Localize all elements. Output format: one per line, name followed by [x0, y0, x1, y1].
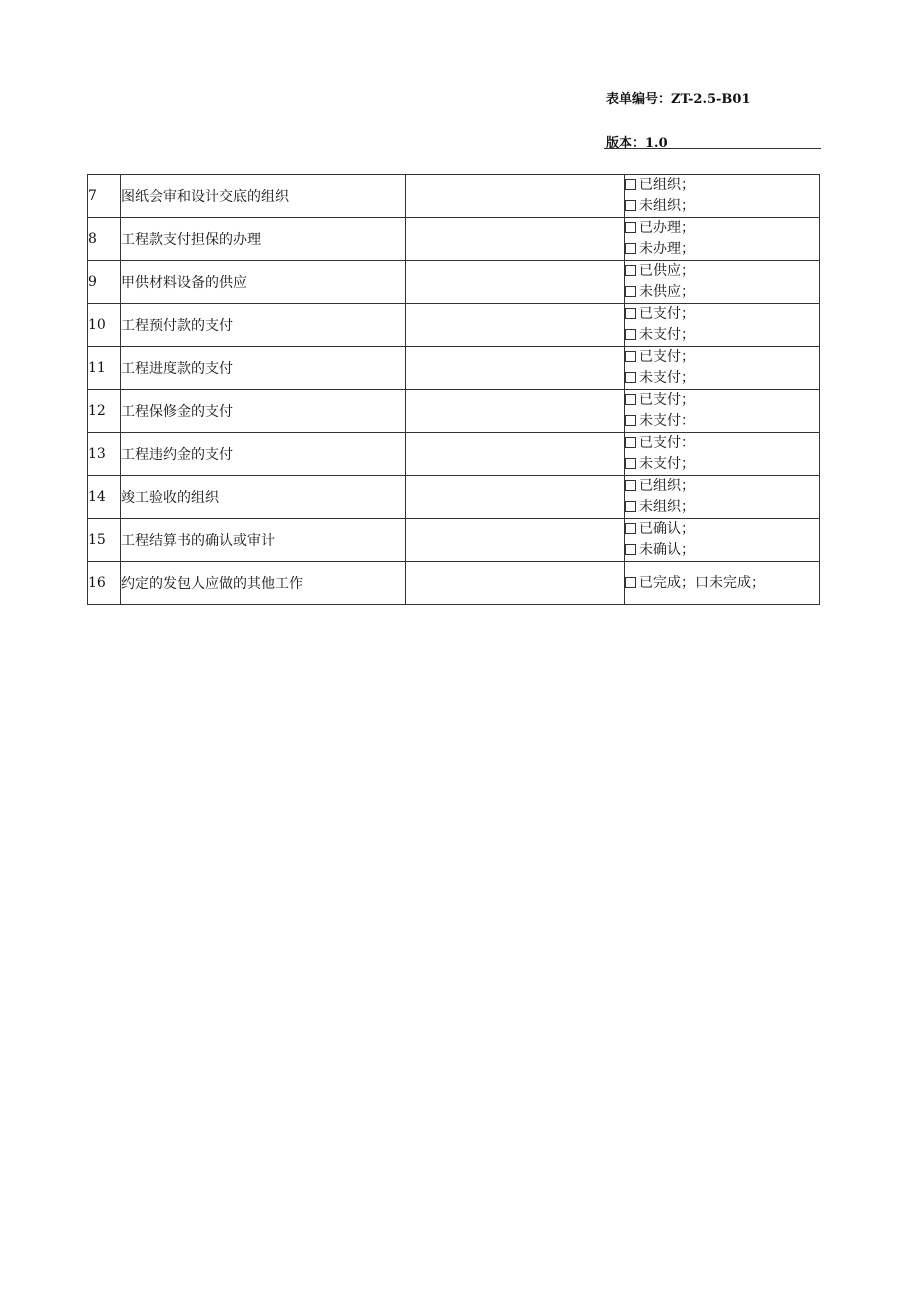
status-option — [625, 325, 819, 346]
status-option-label: 未办理； — [639, 241, 695, 257]
status-option-label: 未支付： — [639, 413, 695, 429]
row-number: 11 — [88, 347, 121, 390]
row-remark-cell — [406, 562, 625, 605]
row-description: 图纸会审和设计交底的组织 — [121, 175, 406, 218]
row-description: 工程进度款的支付 — [121, 347, 406, 390]
row-remark-cell — [406, 519, 625, 562]
status-option — [625, 239, 819, 260]
header-rule — [604, 148, 821, 149]
status-option-label: 未确认； — [639, 542, 695, 558]
row-remark-cell — [406, 476, 625, 519]
row-description: 约定的发包人应做的其他工作 — [121, 562, 406, 605]
checkbox-icon[interactable] — [625, 394, 636, 405]
status-option — [625, 196, 819, 217]
row-number: 10 — [88, 304, 121, 347]
status-option — [625, 454, 819, 475]
row-remark-cell — [406, 218, 625, 261]
row-status — [625, 433, 820, 476]
checkbox-icon[interactable] — [625, 458, 636, 469]
table-row — [88, 261, 820, 304]
checkbox-icon[interactable] — [625, 286, 636, 297]
row-remark-cell — [406, 433, 625, 476]
row-number: 7 — [88, 175, 121, 218]
table-row — [88, 476, 820, 519]
row-number: 8 — [88, 218, 121, 261]
checkbox-icon[interactable] — [625, 480, 636, 491]
status-option — [625, 347, 819, 368]
row-remark-cell — [406, 175, 625, 218]
checkbox-icon[interactable] — [625, 308, 636, 319]
row-status — [625, 390, 820, 433]
version-label: 版本：1.0 — [606, 136, 668, 151]
row-status — [625, 218, 820, 261]
status-option-label: 未供应； — [639, 284, 695, 300]
checkbox-icon[interactable] — [625, 329, 636, 340]
row-description: 甲供材料设备的供应 — [121, 261, 406, 304]
status-option-label: 已确认； — [639, 521, 695, 537]
checkbox-icon[interactable] — [625, 179, 636, 190]
row-number: 9 — [88, 261, 121, 304]
row-status — [625, 562, 820, 605]
checkbox-icon[interactable] — [625, 577, 636, 588]
row-number: 14 — [88, 476, 121, 519]
status-option — [625, 390, 819, 411]
status-option-label: 已支付； — [639, 306, 695, 322]
row-remark-cell — [406, 261, 625, 304]
table-row — [88, 390, 820, 433]
status-option — [625, 304, 819, 325]
table-row — [88, 562, 820, 605]
row-number: 13 — [88, 433, 121, 476]
table-row — [88, 347, 820, 390]
status-option — [625, 540, 819, 561]
table-row — [88, 433, 820, 476]
checkbox-icon[interactable] — [625, 351, 636, 362]
row-description: 竣工验收的组织 — [121, 476, 406, 519]
row-description: 工程结算书的确认或审计 — [121, 519, 406, 562]
table-row — [88, 519, 820, 562]
table-row — [88, 304, 820, 347]
checkbox-icon[interactable] — [625, 372, 636, 383]
row-remark-cell — [406, 347, 625, 390]
row-status — [625, 519, 820, 562]
status-option — [625, 261, 819, 282]
row-description: 工程预付款的支付 — [121, 304, 406, 347]
row-number: 12 — [88, 390, 121, 433]
status-option — [625, 218, 819, 239]
checkbox-icon[interactable] — [625, 200, 636, 211]
status-option-label: 未支付； — [639, 370, 695, 386]
status-option-label: 已组织； — [639, 177, 695, 193]
row-remark-cell — [406, 390, 625, 433]
table-row — [88, 218, 820, 261]
row-status — [625, 347, 820, 390]
status-option-label: 已供应； — [639, 263, 695, 279]
status-option-label: 未组织； — [639, 198, 695, 214]
row-number: 16 — [88, 562, 121, 605]
checkbox-icon[interactable] — [625, 437, 636, 448]
status-option — [625, 519, 819, 540]
form-code: 表单编号：ZT-2.5-B01 — [606, 92, 751, 107]
row-status — [625, 261, 820, 304]
status-option — [625, 411, 819, 432]
checkbox-icon[interactable] — [625, 523, 636, 534]
checkbox-icon[interactable] — [625, 415, 636, 426]
row-description: 工程保修金的支付 — [121, 390, 406, 433]
status-option-label: 已组织； — [639, 478, 695, 494]
status-option — [625, 476, 819, 497]
status-option-label: 未支付； — [639, 456, 695, 472]
status-option — [625, 282, 819, 303]
checkbox-icon[interactable] — [625, 243, 636, 254]
row-status — [625, 304, 820, 347]
status-option-label: 已支付； — [639, 349, 695, 365]
row-number: 15 — [88, 519, 121, 562]
checkbox-icon[interactable] — [625, 222, 636, 233]
status-option — [625, 497, 819, 518]
checkbox-icon[interactable] — [625, 501, 636, 512]
checkbox-icon[interactable] — [625, 265, 636, 276]
row-remark-cell — [406, 304, 625, 347]
status-option-label: 已支付： — [639, 435, 695, 451]
status-option-label: 已办理； — [639, 220, 695, 236]
row-description: 工程款支付担保的办理 — [121, 218, 406, 261]
row-description: 工程违约金的支付 — [121, 433, 406, 476]
status-option-label: 已支付； — [639, 392, 695, 408]
status-option-label: 未支付； — [639, 327, 695, 343]
table-row — [88, 175, 820, 218]
status-option — [625, 368, 819, 389]
checklist-table — [87, 174, 820, 605]
status-option — [625, 573, 819, 594]
status-option-label: 未组织； — [639, 499, 695, 515]
status-option-label: 已完成；口未完成； — [639, 574, 765, 591]
row-status — [625, 476, 820, 519]
row-status — [625, 175, 820, 218]
status-option — [625, 175, 819, 196]
status-option — [625, 433, 819, 454]
checkbox-icon[interactable] — [625, 544, 636, 555]
